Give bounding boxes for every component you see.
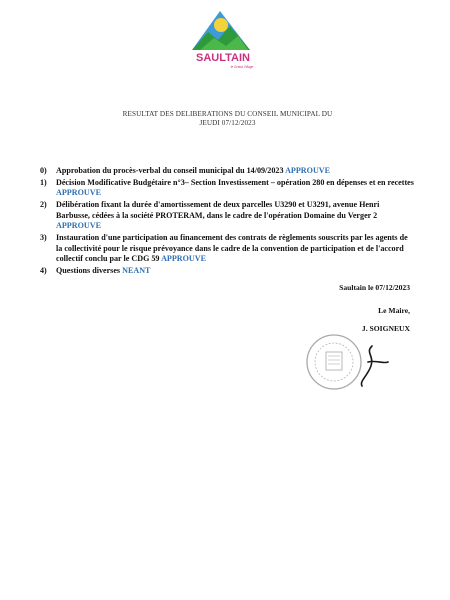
item-status: APPROUVE xyxy=(161,254,207,264)
deliberation-item xyxy=(40,178,415,199)
document-heading xyxy=(95,110,360,128)
deliberation-list xyxy=(40,166,415,278)
item-status: APPROUVE xyxy=(56,188,101,198)
item-status: NEANT xyxy=(122,266,151,276)
item-number: 2) xyxy=(40,200,47,210)
place-date: Saultain le 07/12/2023 xyxy=(339,283,410,292)
item-status: APPROUVE xyxy=(285,166,331,175)
deliberation-item xyxy=(40,266,415,276)
seal-graphic xyxy=(292,322,398,402)
logo-graphic xyxy=(180,8,260,70)
seal-emblem-lines xyxy=(328,356,340,364)
heading-line-2: JEUDI 07/12/2023 xyxy=(199,119,256,127)
mayor-name: J. SOIGNEUX xyxy=(361,324,410,333)
item-number: 0) xyxy=(40,166,47,175)
item-number: 3) xyxy=(40,233,47,243)
item-number: 1) xyxy=(40,178,47,187)
logo-name: SAULTAIN xyxy=(196,52,250,64)
handwritten-signature xyxy=(361,346,388,386)
item-text: Questions diverses xyxy=(56,266,123,276)
heading-line-1: RESULTAT DES DELIBERATIONS DU CONSEIL MUNICIPAL DU xyxy=(122,110,333,118)
item-text: Délibération fixant la durée d'amortissement de deux parcelles U3290 et U3291, avenue Henri Barbusse, cédées à la société PROTERAM, dans le cadre de l'opération Domaine du Verger 2 xyxy=(56,200,380,220)
official-seal-and-signature xyxy=(292,322,398,402)
saultain-logo xyxy=(180,8,260,70)
seal-emblem xyxy=(326,352,342,370)
seal-inner-ring xyxy=(315,343,353,381)
deliberation-item xyxy=(40,233,415,264)
deliberation-item xyxy=(40,166,415,176)
item-text: Approbation du procès-verbal du conseil municipal du 14/09/2023 xyxy=(56,166,286,175)
mayor-title: Le Maire, xyxy=(378,306,410,315)
item-text: Instauration d'une participation au financement des contrats de règlements souscrits par les agents de la collectivité pour le risque prévoyance dans le cadre de la convention de participation et de l'accord collectif conclu par le CDG 59 xyxy=(56,233,408,264)
logo-sun xyxy=(214,18,228,32)
deliberation-item xyxy=(40,200,415,231)
item-text: Décision Modificative Budgétaire n°3– Section Investissement – opération 280 en dépenses et en recettes xyxy=(56,178,414,187)
item-number: 4) xyxy=(40,266,47,276)
logo-tagline: le Grand Village xyxy=(230,65,254,69)
item-status: APPROUVE xyxy=(56,221,101,231)
